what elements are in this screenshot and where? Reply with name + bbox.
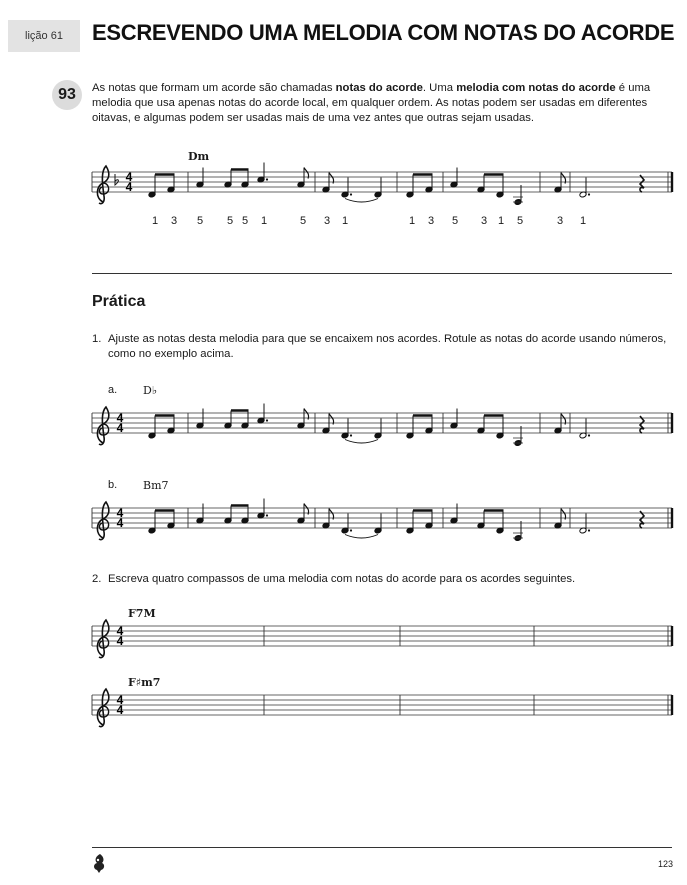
section-divider <box>92 273 672 274</box>
chord-tone-number: 1 <box>261 215 268 227</box>
chord-tone-number: 5 <box>300 215 307 227</box>
exercise-d-chord: F♯m7 <box>128 676 161 689</box>
chord-tone-number: 1 <box>152 215 159 227</box>
chord-tone-number: 3 <box>481 215 488 227</box>
publisher-logo-icon <box>90 852 110 874</box>
exercise-number-badge: 93 <box>52 80 82 110</box>
item-1-number: 1. <box>92 333 102 345</box>
exercise-c-staff-time-bottom: 4 <box>116 634 124 648</box>
flat-sign <box>115 174 118 185</box>
exercise-a-staff-time-top: 4 <box>116 411 124 425</box>
footer-rule <box>92 847 672 848</box>
lesson-tag: lição 61 <box>8 20 80 52</box>
chord-tone-number: 1 <box>409 215 416 227</box>
example-chord-tone-numbers <box>0 215 687 231</box>
example-staff-time-bottom: 4 <box>125 180 133 194</box>
quarter-rest <box>640 175 644 192</box>
chord-tone-number: 5 <box>197 215 204 227</box>
example-staff-time-top: 4 <box>125 170 133 184</box>
term-chord-melody: melodia com notas do acorde <box>456 82 616 94</box>
exercise-a-chord: D♭ <box>143 384 158 397</box>
exercise-a-staff-time-bottom: 4 <box>116 421 124 435</box>
quarter-rest <box>640 511 644 528</box>
example-chord-symbol: Dm <box>188 150 210 163</box>
chord-tone-number: 3 <box>324 215 331 227</box>
chord-tone-number: 3 <box>557 215 564 227</box>
exercise-b-staff <box>92 499 672 542</box>
page-title: ESCREVENDO UMA MELODIA COM NOTAS DO ACORDE <box>92 20 675 45</box>
chord-tone-number: 5 <box>452 215 459 227</box>
exercise-d-staff <box>92 689 672 727</box>
chord-tone-number: 1 <box>498 215 505 227</box>
item-1-text: Ajuste as notas desta melodia para que se encaixem nos acordes. Rotule as notas do acorde usando números, como no exemplo acima. <box>108 333 667 360</box>
exercise-b-chord: Bm7 <box>143 479 169 492</box>
exercise-a-label: a. <box>108 384 118 396</box>
chord-tone-number: 5 <box>517 215 524 227</box>
exercise-b-staff-time-top: 4 <box>116 506 124 520</box>
exercise-d-staff-time-top: 4 <box>116 693 124 707</box>
chord-tone-number: 5 <box>242 215 249 227</box>
chord-tone-number: 3 <box>171 215 178 227</box>
page-number: 123 <box>657 859 673 869</box>
intro-paragraph: As notas que formam um acorde são chamadas notas do acorde. Uma melodia com notas do acorde é uma melodia que usa apenas notas do acorde local, em qualquer ordem. As notas podem ser usadas em diferentes oitavas, e algumas podem ser usadas mais de uma vez antes que outras sejam usadas. <box>92 82 651 124</box>
term-chord-notes: notas do acorde <box>335 82 423 94</box>
exercise-c-staff <box>92 620 672 658</box>
chord-tone-number: 5 <box>227 215 234 227</box>
chord-tone-number: 1 <box>342 215 349 227</box>
exercise-d-staff-time-bottom: 4 <box>116 703 124 717</box>
chord-tone-number: 1 <box>580 215 587 227</box>
practice-heading: Prática <box>92 293 146 310</box>
item-2-text: Escreva quatro compassos de uma melodia com notas do acorde para os acordes seguintes. <box>108 573 576 585</box>
exercise-b-staff-time-bottom: 4 <box>116 516 124 530</box>
chord-tone-number: 3 <box>428 215 435 227</box>
example-staff <box>92 163 672 206</box>
item-2-number: 2. <box>92 573 102 585</box>
exercise-c-staff-time-top: 4 <box>116 624 124 638</box>
exercise-c-chord: F7M <box>128 607 156 620</box>
quarter-rest <box>640 416 644 433</box>
exercise-a-staff <box>92 404 672 447</box>
exercise-b-label: b. <box>108 479 118 491</box>
